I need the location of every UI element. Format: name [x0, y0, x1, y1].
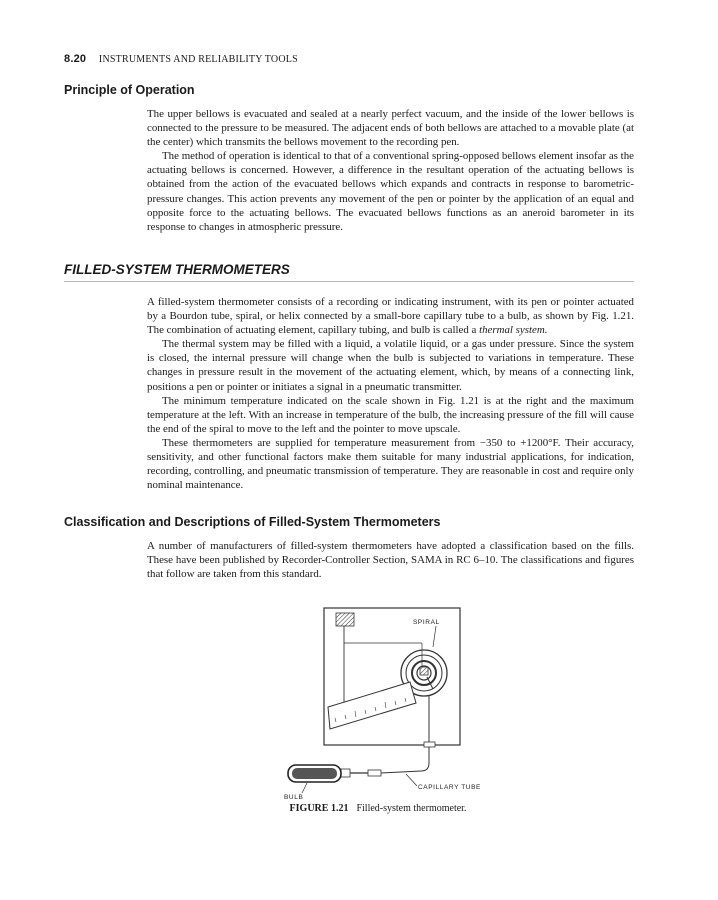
section-classification-body [147, 539, 634, 581]
paragraph: These thermometers are supplied for temperature measurement from −350 to +1200°F. Their accuracy, sensitivity, and other functional factors make them suitable for many industrial applications, for indication, recording, controlling, and pneumatic transmission of temperature. They are reasonable in cost and require only nominal maintenance. [147, 436, 634, 492]
case-fitting [424, 742, 435, 747]
leader-bulb [302, 783, 307, 793]
leader-spiral [433, 626, 436, 647]
bulb-fill [292, 768, 337, 779]
term-thermal-system: thermal system. [479, 324, 548, 337]
paragraph: The minimum temperature indicated on the scale shown in Fig. 1.21 is at the right and the maximum temperature at the left. With an increase in temperature of the bulb, the increasing pressure of the fill will cause the end of the spiral to move to the left and the pointer to move upscale. [147, 394, 634, 435]
bulb-fitting [341, 769, 350, 777]
label-capillary-tube: CAPILLARY TUBE [418, 784, 481, 791]
paragraph: The upper bellows is evacuated and sealed at a nearly perfect vacuum, and the inside of the lower bellows is connected to the pressure to be measured. The adjacent ends of both bellows are attached to a movable plate (at the center) which transmits the bellows movement to the recording pen. [147, 108, 634, 149]
paragraph-text: A filled-system thermometer consists of a recording or indicating instrument, with its pen or pointer actuated by a Bourdon tube, spiral, or helix connected by a small-bore capillary tube to a bulb, as shown by Fig. 1.21. The combination of actuating element, capillary tubing, and bulb is called a [147, 296, 634, 337]
paragraph: A number of manufacturers of filled-system thermometers have adopted a classification based on the fills. These have been published by Recorder-Controller Section, SAMA in RC 6–10. The classifications and figures that follow are taken from this standard. [147, 540, 634, 581]
heading-divider [64, 281, 634, 282]
label-bulb: BULB [284, 794, 304, 801]
hatched-block [336, 613, 354, 626]
section-principle-body [147, 107, 634, 234]
heading-classification: Classification and Descriptions of Filled-System Thermometers [64, 515, 441, 529]
paragraph [147, 295, 634, 337]
capillary-tube [380, 747, 429, 773]
running-head [64, 53, 298, 65]
figure-caption [19, 803, 718, 814]
spiral-hub [420, 667, 428, 675]
heading-filled-system-thermometers: FILLED-SYSTEM THERMOMETERS [64, 262, 290, 277]
thermometer-diagram [270, 603, 510, 803]
figure-caption-text: Filled-system thermometer. [356, 803, 467, 814]
paragraph: The method of operation is identical to that of a conventional spring-opposed bellows element insofar as the actuating bellows is concerned. However, a difference in the resultant operation of the actuating bellows is obtained from the action of the evacuated bellows which expands and contracts in response to barometric-pressure changes. This action prevents any movement of the pen or pointer by the application of an equal and opposite force to the actuating bellows. The evacuated bellows functions as an aneroid barometer in its response to changes in atmospheric pressure. [147, 150, 634, 233]
figure-number: FIGURE 1.21 [289, 803, 349, 814]
page-number: 8.20 [64, 53, 87, 65]
section-filled-system-body [147, 295, 634, 492]
label-spiral: SPIRAL [413, 619, 440, 626]
figure-filled-system-thermometer [270, 603, 510, 803]
heading-principle-of-operation: Principle of Operation [64, 83, 195, 97]
paragraph: The thermal system may be filled with a liquid, a volatile liquid, or a gas under pressure. Since the system is closed, the internal pressure will change when the bulb is subjected to variations in temperature. These changes in pressure result in the movement of the actuating element, which, by means of a connecting link, positions a pen or pointer or initiates a signal in a pneumatic transmitter. [147, 338, 634, 393]
union-fitting [368, 770, 381, 776]
running-head-title: INSTRUMENTS AND RELIABILITY TOOLS [98, 54, 298, 65]
scale-arc [328, 682, 416, 729]
leader-capillary [406, 774, 417, 786]
